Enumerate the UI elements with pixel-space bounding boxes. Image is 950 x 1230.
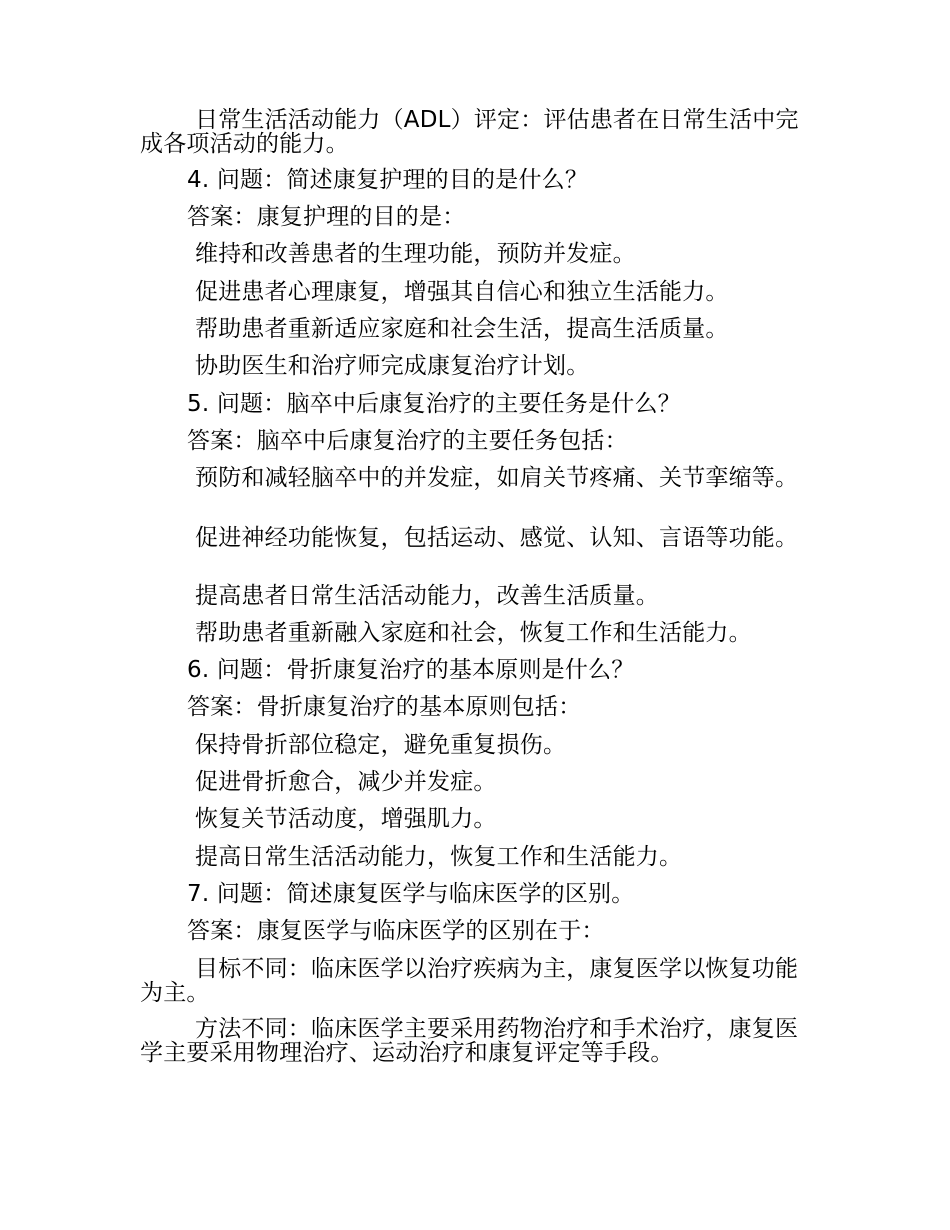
answer-5-item-2: 促进神经功能恢复，包括运动、感觉、认知、言语等功能。 bbox=[195, 525, 799, 551]
answer-5-item-4: 帮助患者重新融入家庭和社会，恢复工作和生活能力。 bbox=[195, 620, 752, 646]
answer-6-item-4: 提高日常生活活动能力，恢复工作和生活能力。 bbox=[195, 844, 683, 870]
question-7: 7. 问题：简述康复医学与临床医学的区别。 bbox=[187, 881, 635, 907]
question-5: 5. 问题：脑卒中后康复治疗的主要任务是什么？ bbox=[187, 391, 681, 417]
answer-6-item-1: 保持骨折部位稳定，避免重复损伤。 bbox=[195, 732, 567, 758]
question-4: 4. 问题：简述康复护理的目的是什么？ bbox=[187, 167, 589, 193]
answer-4-item-3: 帮助患者重新适应家庭和社会生活，提高生活质量。 bbox=[195, 316, 729, 342]
answer-7: 答案：康复医学与临床医学的区别在于： bbox=[187, 918, 605, 944]
answer-4: 答案：康复护理的目的是： bbox=[187, 204, 466, 230]
paragraph-adl: 日常生活活动能力（ADL）评定：评估患者在日常生活中完成各项活动的能力。 bbox=[140, 107, 799, 157]
answer-4-item-2: 促进患者心理康复，增强其自信心和独立生活能力。 bbox=[195, 279, 729, 305]
answer-4-item-4: 协助医生和治疗师完成康复治疗计划。 bbox=[195, 353, 590, 379]
answer-4-item-1: 维持和改善患者的生理功能，预防并发症。 bbox=[195, 241, 636, 267]
answer-6: 答案：骨折康复治疗的基本原则包括： bbox=[187, 694, 582, 720]
answer-5: 答案：脑卒中后康复治疗的主要任务包括： bbox=[187, 428, 628, 454]
answer-5-item-3: 提高患者日常生活活动能力，改善生活质量。 bbox=[195, 583, 659, 609]
answer-6-item-3: 恢复关节活动度，增强肌力。 bbox=[195, 806, 497, 832]
question-6: 6. 问题：骨折康复治疗的基本原则是什么？ bbox=[187, 657, 635, 683]
answer-6-item-2: 促进骨折愈合，减少并发症。 bbox=[195, 769, 497, 795]
answer-5-item-1: 预防和减轻脑卒中的并发症，如肩关节疼痛、关节挛缩等。 bbox=[195, 465, 799, 491]
answer-7-item-2: 方法不同：临床医学主要采用药物治疗和手术治疗，康复医学主要采用物理治疗、运动治疗和康复评定等手段。 bbox=[140, 1016, 799, 1066]
answer-7-item-1: 目标不同：临床医学以治疗疾病为主，康复医学以恢复功能为主。 bbox=[140, 956, 799, 1006]
